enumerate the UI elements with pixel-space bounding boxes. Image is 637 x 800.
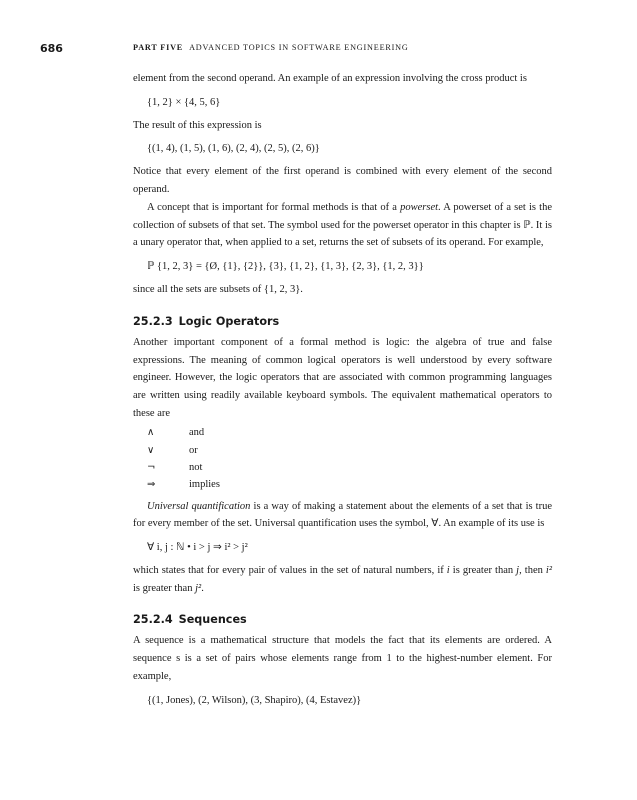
paragraph: The result of this expression is [133, 119, 262, 131]
paragraph-universal-quantification: Universal quantification is a way of making a statement about the elements of a set that is true for every member of the set. Universal quantification uses the symbol, ∀. An example of its use is [133, 500, 552, 530]
operator-row [147, 459, 552, 476]
operator-symbol: ∧ [147, 427, 155, 439]
paragraph: since all the sets are subsets of {1, 2, 3}. [133, 283, 303, 295]
expression-result: {(1, 4), (1, 5), (1, 6), (2, 4), (2, 5), (2, 6)} [147, 143, 320, 155]
expression-quantification: ∀ i, j : ℕ • i > j ⇒ i² > j² [147, 542, 248, 554]
part-title: ADVANCED TOPICS IN SOFTWARE ENGINEERING [189, 43, 409, 52]
expression-sequence: {(1, Jones), (2, Wilson), (3, Shapiro), (4, Estavez)} [147, 694, 362, 706]
paragraph: Another important component of a formal method is logic: the algebra of true and false expressions. The meaning of common logical operators is well understood by every software engineer. However, the logic operators that are associated with common programming languages are written using readily available keyboard symbols. The equivalent mathematical operators to these are [133, 336, 552, 419]
operator-name: or [189, 444, 198, 456]
operator-list [147, 425, 552, 494]
operator-row [147, 425, 552, 442]
operator-name: implies [189, 479, 220, 491]
paragraph: Notice that every element of the first operand is combined with every element of the second operand. [133, 166, 552, 195]
running-header [40, 42, 597, 56]
operator-name: not [189, 461, 203, 473]
paragraph-powerset: A concept that is important for formal methods is that of a powerset. A powerset of a set is the collection of subsets of that set. The symbol used for the powerset operator in this chapter is ℙ. It is a unary operator that, when applied to a set, returns the set of subsets of its operand. For example, [133, 201, 552, 249]
part-heading [133, 43, 409, 52]
term-universal-quantification: Universal quantification [147, 500, 251, 512]
paragraph: which states that for every pair of values in the set of natural numbers, if i is greater than j, then i² is greater than j². [133, 564, 552, 594]
expression-powerset: ℙ {1, 2, 3} = {Ø, {1}, {2}}, {3}, {1, 2}, {1, 3}, {2, 3}, {1, 2, 3}} [147, 261, 424, 273]
page-number: 686 [40, 42, 63, 55]
operator-symbol: ∨ [147, 444, 155, 456]
operator-symbol: ⇒ [147, 479, 156, 491]
paragraph: element from the second operand. An example of an expression involving the cross product is [133, 73, 527, 84]
operator-name: and [189, 427, 205, 439]
section-heading-logic-operators: 25.2.3 Logic Operators [133, 314, 280, 328]
operator-row [147, 476, 552, 493]
term-powerset: powerset [400, 201, 439, 213]
paragraph: A sequence is a mathematical structure that models the fact that its elements are ordered. A sequence s is a set of pairs whose elements range from 1 to the highest-number element. For example, [133, 635, 552, 683]
section-heading-sequences: 25.2.4 Sequences [133, 613, 247, 627]
expression-cross-product: {1, 2} × {4, 5, 6} [147, 96, 221, 108]
part-label: PART FIVE [133, 43, 184, 52]
operator-symbol: ¬ [147, 461, 156, 473]
body-text [133, 70, 552, 715]
operator-row [147, 442, 552, 459]
